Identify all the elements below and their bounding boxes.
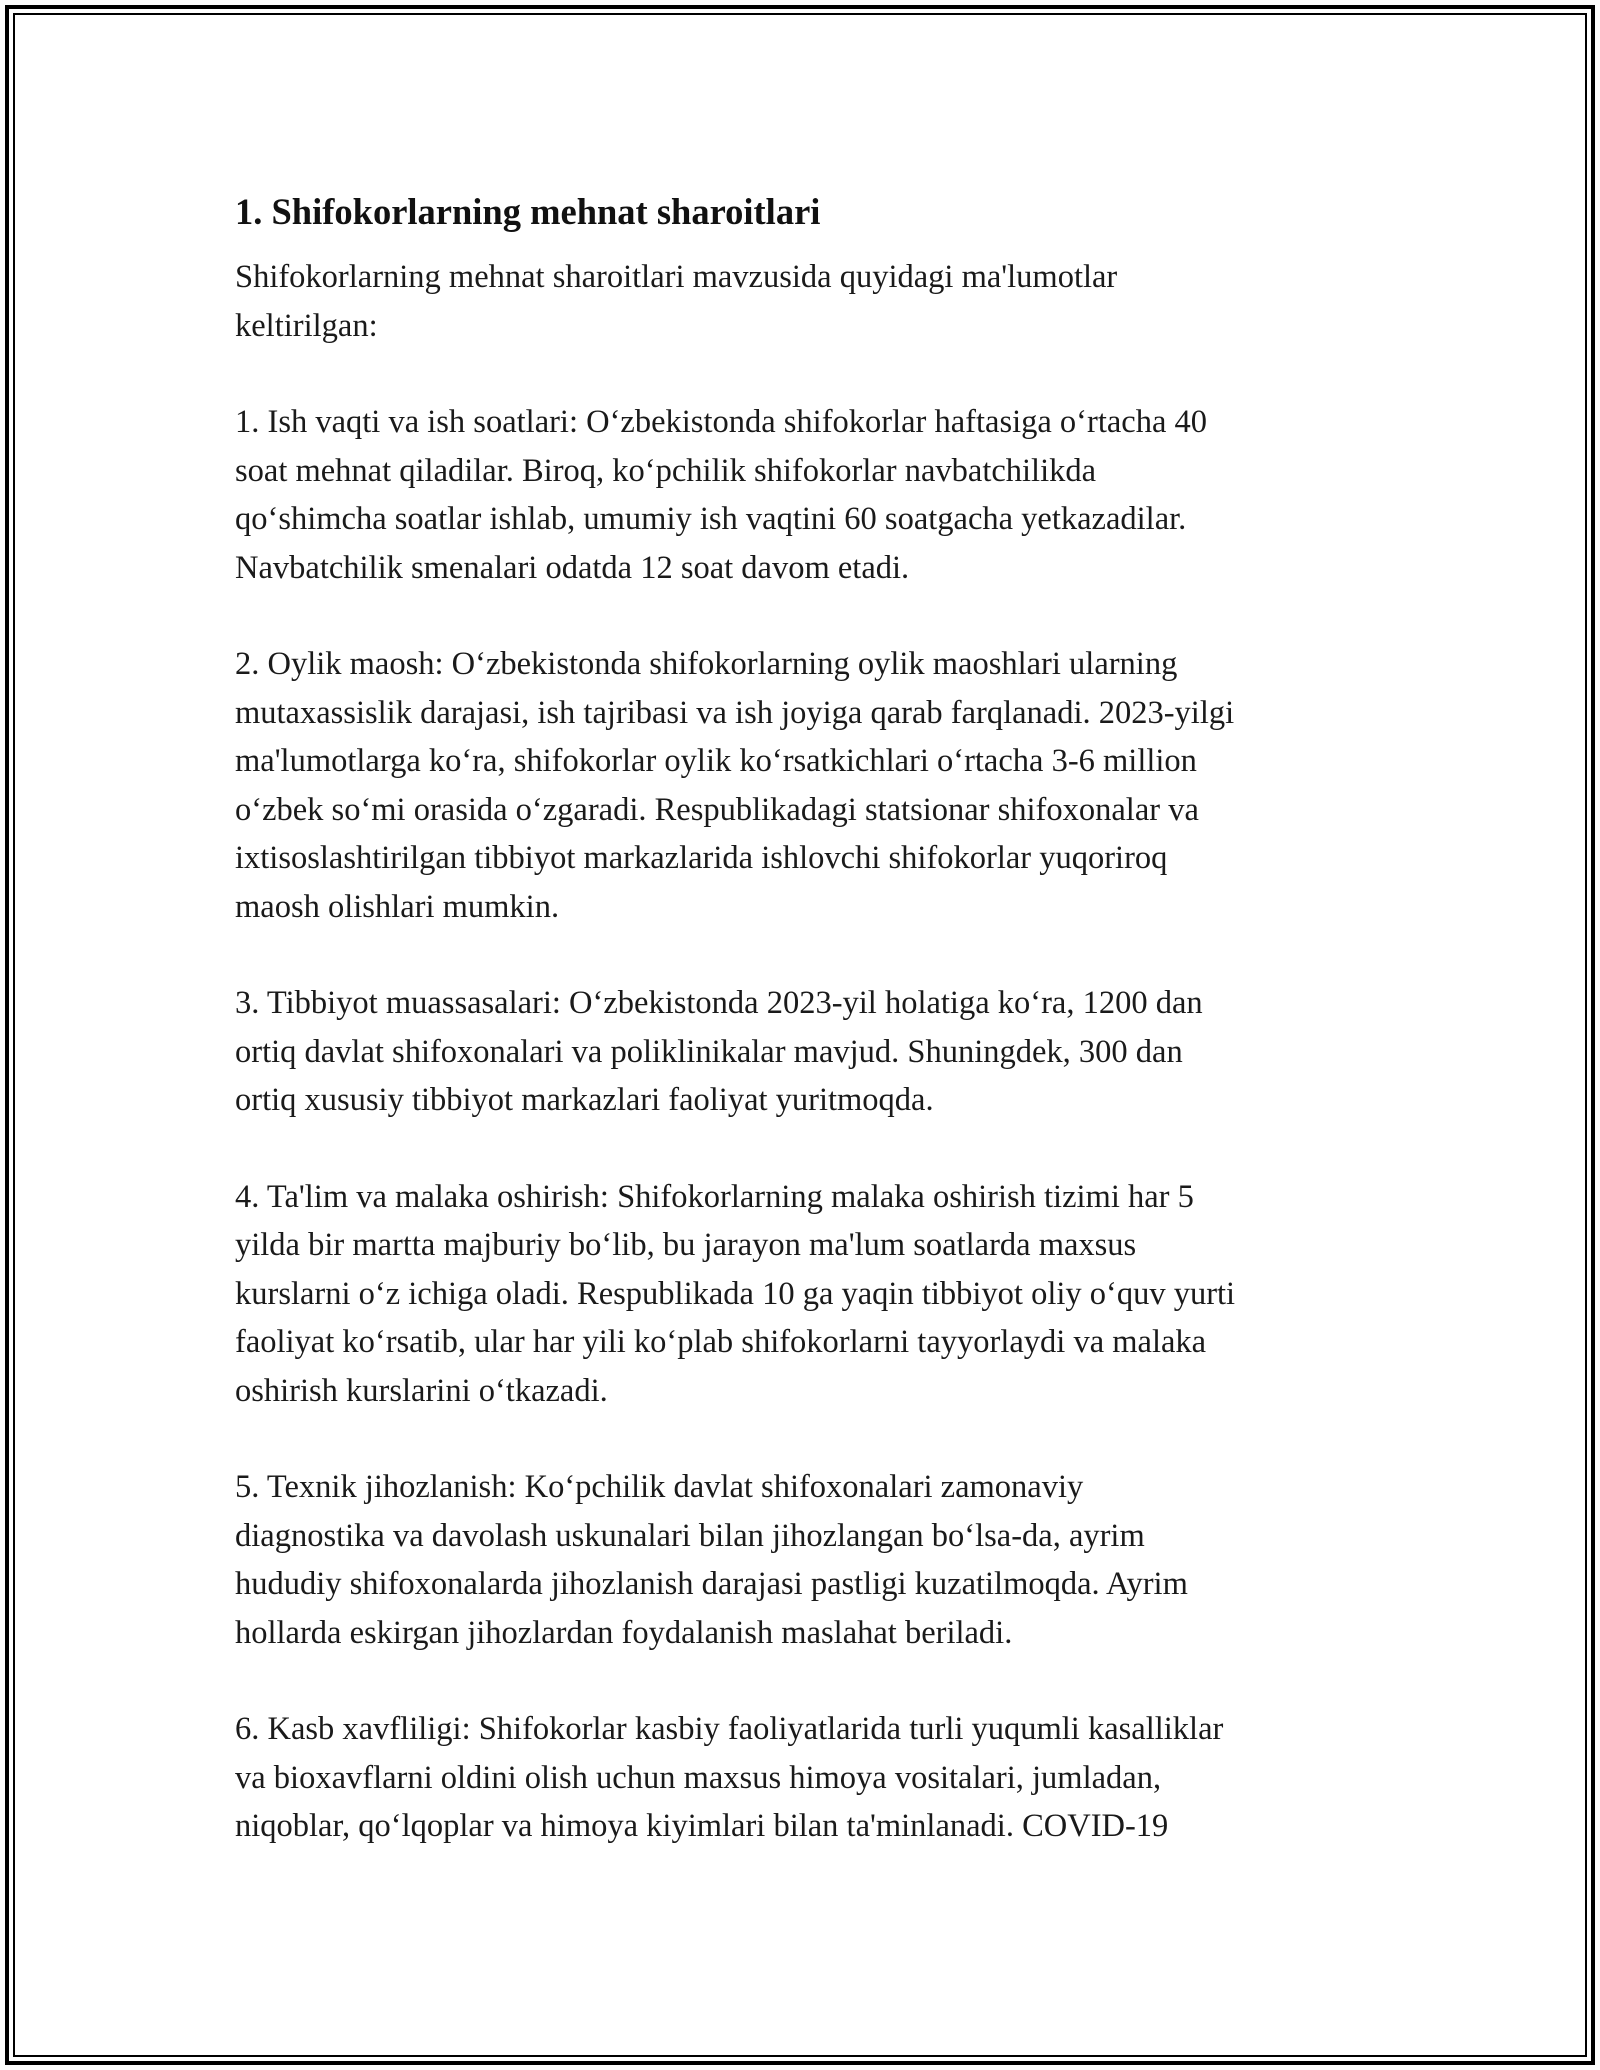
paragraph-medical-institutions — [235, 979, 1395, 1125]
text-line: qo‘shimcha soatlar ishlab, umumiy ish vaqtini 60 soatgacha yetkazadilar. — [235, 501, 1187, 537]
document-body — [235, 186, 1395, 1899]
text-line: faoliyat ko‘rsatib, ular har yili ko‘plab shifokorlarni tayyorlaydi va malaka — [235, 1324, 1207, 1360]
text-line: 6. Kasb xavfliligi: Shifokorlar kasbiy faoliyatlarida turli yuqumli kasalliklar — [235, 1711, 1224, 1747]
text-line: soat mehnat qiladilar. Biroq, ko‘pchilik shifokorlar navbatchilikda — [235, 452, 1097, 489]
text-line: Navbatchilik smenalari odatda 12 soat davom etadi. — [235, 549, 910, 586]
text-line: hududiy shifoxonalarda jihozlanish darajasi pastligi kuzatilmoqda. Ayrim — [235, 1566, 1188, 1602]
text-line: diagnostika va davolash uskunalari bilan jihozlangan bo‘lsa-da, ayrim — [235, 1517, 1145, 1554]
text-line: 3. Tibbiyot muassasalari: O‘zbekistonda 2023-yil holatiga ko‘ra, 1200 dan — [235, 985, 1203, 1021]
paragraph-intro — [235, 253, 1395, 350]
text-line: 5. Texnik jihozlanish: Ko‘pchilik davlat shifoxonalari zamonaviy — [235, 1469, 1084, 1505]
paragraph-occupational-hazards — [235, 1705, 1395, 1851]
text-line: oshirish kurslarini o‘tkazadi. — [235, 1372, 608, 1409]
text-line: yilda bir martta majburiy bo‘lib, bu jarayon ma'lum soatlarda maxsus — [235, 1227, 1137, 1263]
text-line: mutaxassislik darajasi, ish tajribasi va ish joyiga qarab farqlanadi. 2023-yilgi — [235, 694, 1235, 731]
text-line: niqoblar, qo‘lqoplar va himoya kiyimlari bilan ta'minlanadi. COVID-19 — [235, 1808, 1169, 1844]
text-line: keltirilgan: — [235, 307, 378, 344]
text-line: 4. Ta'lim va malaka oshirish: Shifokorlarning malaka oshirish tizimi har 5 — [235, 1178, 1194, 1215]
text-line: ortiq xususiy tibbiyot markazlari faoliyat yuritmoqda. — [235, 1082, 934, 1118]
paragraph-work-hours — [235, 398, 1395, 592]
text-line: Shifokorlarning mehnat sharoitlari mavzusida quyidagi ma'lumotlar — [235, 259, 1118, 295]
text-line: 2. Oylik maosh: O‘zbekistonda shifokorlarning oylik maoshlari ularning — [235, 646, 1178, 682]
section-title: 1. Shifokorlarning mehnat sharoitlari — [235, 191, 821, 232]
paragraph-salary — [235, 640, 1395, 931]
paragraph-education-training — [235, 1173, 1395, 1416]
text-line: o‘zbek so‘mi orasida o‘zgaradi. Respublikadagi statsionar shifoxonalar va — [235, 791, 1199, 828]
text-line: ortiq davlat shifoxonalari va poliklinikalar mavjud. Shuningdek, 300 dan — [235, 1033, 1183, 1070]
text-line: 1. Ish vaqti va ish soatlari: O‘zbekistonda shifokorlar haftasiga o‘rtacha 40 — [235, 404, 1208, 440]
paragraph-equipment — [235, 1463, 1395, 1657]
text-line: ma'lumotlarga ko‘ra, shifokorlar oylik ko‘rsatkichlari o‘rtacha 3-6 million — [235, 743, 1197, 779]
text-line: maosh olishlari mumkin. — [235, 888, 560, 925]
text-line: va bioxavflarni oldini olish uchun maxsus himoya vositalari, jumladan, — [235, 1759, 1162, 1796]
text-line: ixtisoslashtirilgan tibbiyot markazlarida ishlovchi shifokorlar yuqoriroq — [235, 840, 1168, 876]
text-line: kurslarni o‘z ichiga oladi. Respublikada 10 ga yaqin tibbiyot oliy o‘quv yurti — [235, 1275, 1236, 1312]
text-line: hollarda eskirgan jihozlardan foydalanish maslahat beriladi. — [235, 1614, 1013, 1651]
